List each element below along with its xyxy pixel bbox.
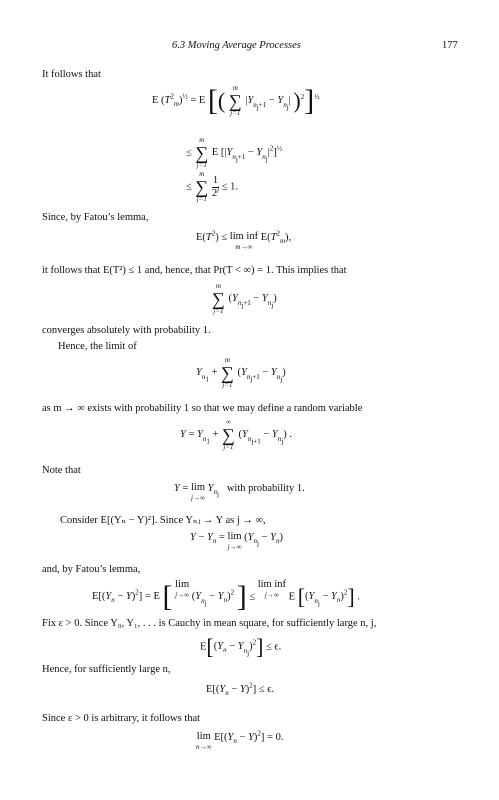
paragraph-3: it follows that E(T²) ≤ 1 and, hence, that Pr(T < ∞) = 1. This implies that: [42, 265, 347, 276]
equation-9: $Y - Y_n = \lim$ j→∞ $(Y_{n_j} - Y_n)$: [190, 531, 283, 551]
page-number: 177: [442, 40, 458, 51]
paragraph-10: Fix ε > 0. Since Y₀, Y₁, . . . is Cauchy in mean square, for sufficiently large n, j,: [42, 618, 377, 629]
paragraph-2: Since, by Fatou’s lemma,: [42, 212, 149, 223]
equation-6: $Y_{n_1}$ + m ∑ j=1 $(Y_{n_j+1} - Y_{n_j})$: [196, 356, 286, 389]
paragraph-6: as m → ∞ exists with probability 1 so that we may define a random variable: [42, 403, 363, 414]
equation-1: E $(T^2_m)^{\frac{1}{2}} = E$ [( m ∑ j=1 $|Y_{n_j+1} - Y_{n_j}|$ )$^2$]$^{\frac{1}{2}}$: [152, 84, 320, 117]
equation-3: ≤ m ∑ j=1 $\frac{1}{2^j}$ ≤ 1.: [186, 170, 238, 203]
paragraph-8: Consider E[(Yₙ − Y)²]. Since Yₙⱼ → Y as j → ∞,: [60, 515, 266, 526]
paragraph-5: Hence, the limit of: [58, 341, 137, 352]
equation-11: $E[(Y_n - Y_{n_j})^2] \le \epsilon$.: [200, 634, 282, 659]
equation-7: $Y = Y_{n_1}$ + ∞ ∑ j=1 $(Y_{n_{j+1}} - Y_{n_j})$ .: [180, 418, 292, 451]
equation-2: ≤ m ∑ j=1 E $[|Y_{n_j+1} - Y_{n_j}|^2]^{\frac{1}{2}}$: [186, 136, 283, 169]
equation-10: $E[(Y_n - Y)^2] = E$ [ lim j→∞ $(Y_{n_j} - Y_n)^2$ ] ≤ lim inf j→∞ E $[(Y_{n_j} - Y_n)^2]$ .: [92, 579, 360, 613]
running-header-section: 6.3 Moving Average Processes: [172, 40, 301, 51]
paragraph-1: It follows that: [42, 69, 101, 80]
equation-5: m ∑ j=1 $(Y_{n_j+1} - Y_{n_j})$: [212, 282, 277, 315]
paragraph-4: converges absolutely with probability 1.: [42, 325, 211, 336]
paragraph-11: Hence, for sufficiently large n,: [42, 664, 171, 675]
equation-8: Y = lim j→∞ $Y_{n_j}$ with probability 1.: [174, 482, 305, 502]
paragraph-9: and, by Fatou’s lemma,: [42, 564, 141, 575]
equation-13: lim n→∞ $E[(Y_n - Y)^2] = 0$.: [196, 729, 284, 751]
equation-12: $E[(Y_n - Y)^2] \le \epsilon$.: [206, 681, 275, 698]
equation-4: $E(T^2) \le \lim$ inf m→∞ $E(T^2_m)$,: [196, 229, 292, 251]
paragraph-7: Note that: [42, 465, 81, 476]
paragraph-12: Since ε > 0 is arbitrary, it follows that: [42, 713, 201, 724]
